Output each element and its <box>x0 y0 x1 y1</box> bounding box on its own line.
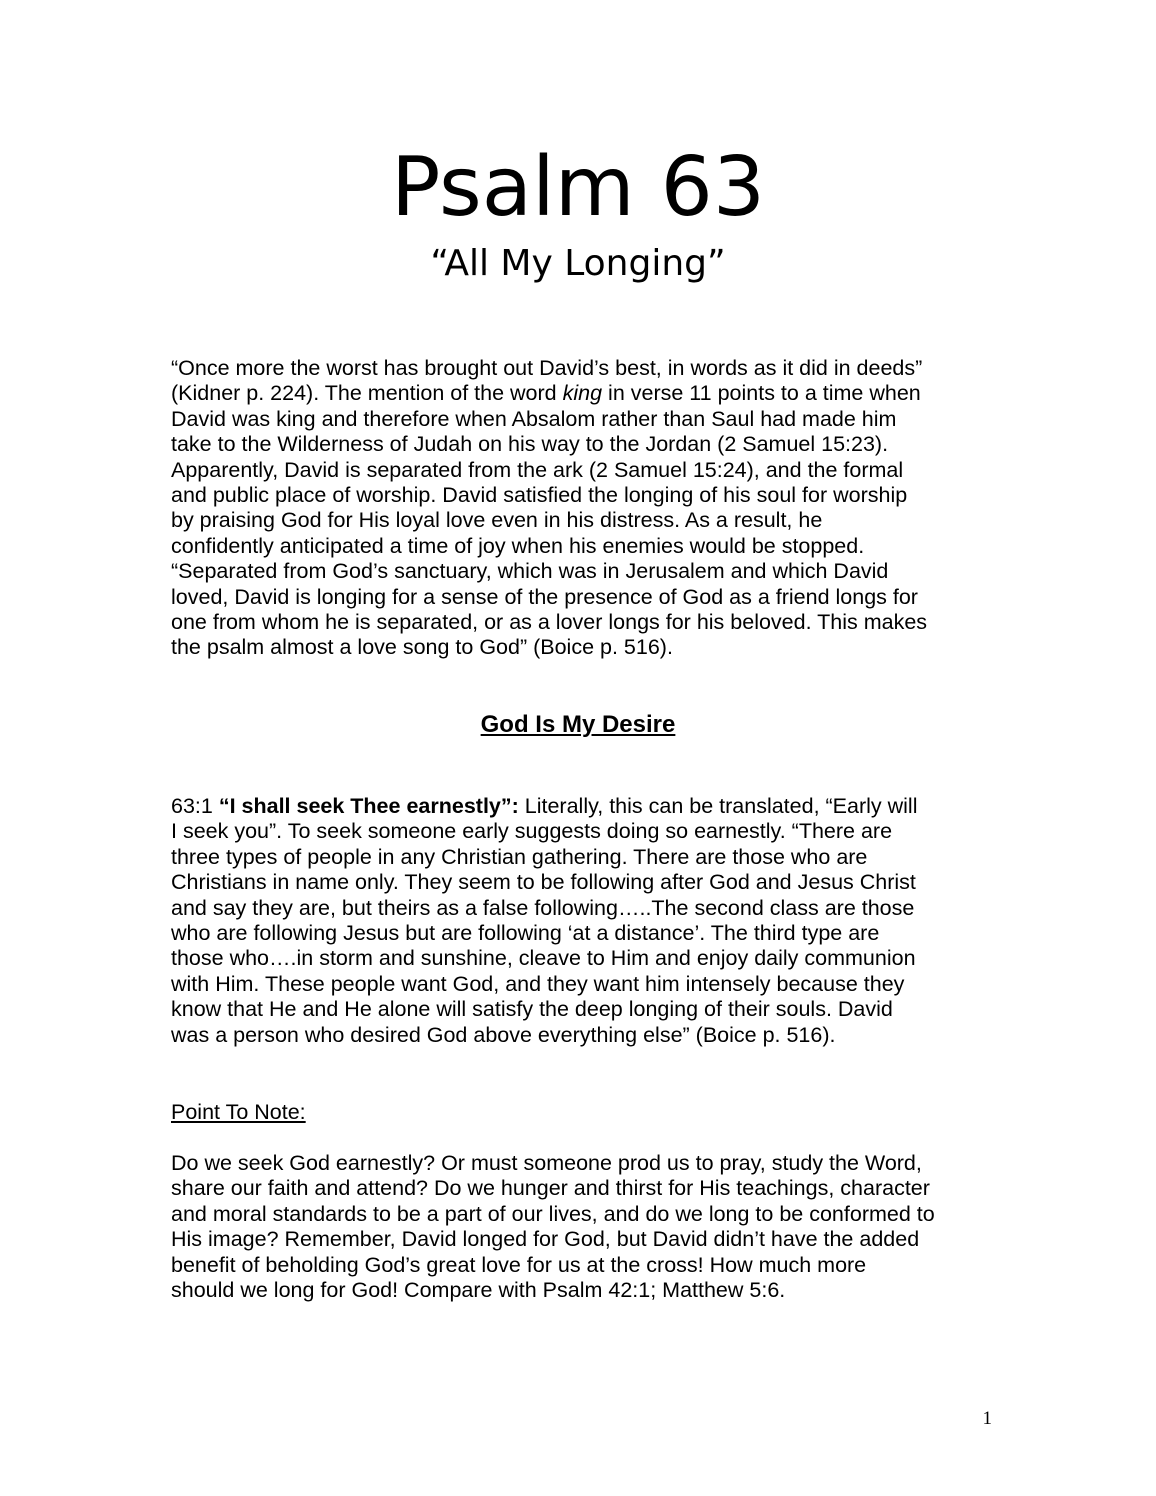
paragraph-line <box>171 794 1001 819</box>
page-subtitle: “All My Longing” <box>430 243 726 284</box>
paragraph-line: take to the Wilderness of Judah on his way to the Jordan (2 Samuel 15:23). <box>171 432 889 457</box>
paragraph-line: know that He and He alone will satisfy the deep longing of their souls. David <box>171 997 893 1022</box>
page-number: 1 <box>982 1408 992 1429</box>
paragraph-line: those who….in storm and sunshine, cleave to Him and enjoy daily communion <box>171 946 916 971</box>
paragraph-line: David was king and therefore when Absalom rather than Saul had made him <box>171 406 897 431</box>
paragraph-line: share our faith and attend? Do we hunger and thirst for His teachings, character <box>171 1176 930 1201</box>
verse-quote: “I shall seek Thee earnestly”: <box>218 794 519 818</box>
paragraph-line: Do we seek God earnestly? Or must someone prod us to pray, study the Word, <box>171 1151 922 1175</box>
text-run: Literally, this can be translated, “Early will <box>518 794 918 818</box>
paragraph-line: and moral standards to be a part of our lives, and do we long to be conformed to <box>171 1201 935 1226</box>
paragraph-line: and say they are, but theirs as a false following…..The second class are those <box>171 895 915 920</box>
page-title: Psalm 63 <box>390 140 766 235</box>
paragraph-line: with Him. These people want God, and they want him intensely because they <box>171 971 905 996</box>
verse-commentary <box>171 794 1001 1048</box>
emphasis-text: king <box>562 381 603 406</box>
paragraph-line: His image? Remember, David longed for God, but David didn’t have the added <box>171 1227 920 1252</box>
paragraph-line: who are following Jesus but are following ‘at a distance’. The third type are <box>171 921 880 946</box>
paragraph-line <box>171 381 1001 406</box>
paragraph-line: confidently anticipated a time of joy when his enemies would be stopped. <box>171 533 865 558</box>
paragraph-line: loved, David is longing for a sense of the presence of God as a friend longs for <box>171 584 918 609</box>
paragraph-line: “Separated from God’s sanctuary, which was in Jerusalem and which David <box>171 559 889 584</box>
section-heading-text: God Is My Desire <box>480 711 676 738</box>
paragraph-line: Apparently, David is separated from the ark (2 Samuel 15:24), and the formal <box>171 457 904 482</box>
intro-paragraph <box>171 356 1001 661</box>
point-to-note-paragraph <box>171 1151 1001 1303</box>
paragraph-line: by praising God for His loyal love even in his distress. As a result, he <box>171 508 823 533</box>
text-run: in verse 11 points to a time when <box>602 381 921 406</box>
paragraph-line: and public place of worship. David satisfied the longing of his soul for worship <box>171 483 908 508</box>
text-run: (Kidner p. 224). The mention of the word <box>171 381 563 406</box>
point-to-note-heading: Point To Note: <box>171 1100 306 1124</box>
paragraph-line: “Once more the worst has brought out David’s best, in words as it did in deeds” <box>171 356 923 380</box>
section-heading <box>0 710 1156 740</box>
paragraph-line: was a person who desired God above everything else” (Boice p. 516). <box>171 1022 836 1047</box>
paragraph-line: benefit of beholding God’s great love for us at the cross! How much more <box>171 1252 867 1277</box>
paragraph-line: three types of people in any Christian gathering. There are those who are <box>171 844 868 869</box>
paragraph-line: Christians in name only. They seem to be following after God and Jesus Christ <box>171 870 916 895</box>
paragraph-line: the psalm almost a love song to God” (Boice p. 516). <box>171 635 673 660</box>
paragraph-line: I seek you”. To seek someone early suggests doing so earnestly. “There are <box>171 819 893 844</box>
paragraph-line: one from whom he is separated, or as a lover longs for his beloved. This makes <box>171 610 928 635</box>
paragraph-line: should we long for God! Compare with Psalm 42:1; Matthew 5:6. <box>171 1278 786 1303</box>
verse-reference: 63:1 <box>171 794 219 818</box>
